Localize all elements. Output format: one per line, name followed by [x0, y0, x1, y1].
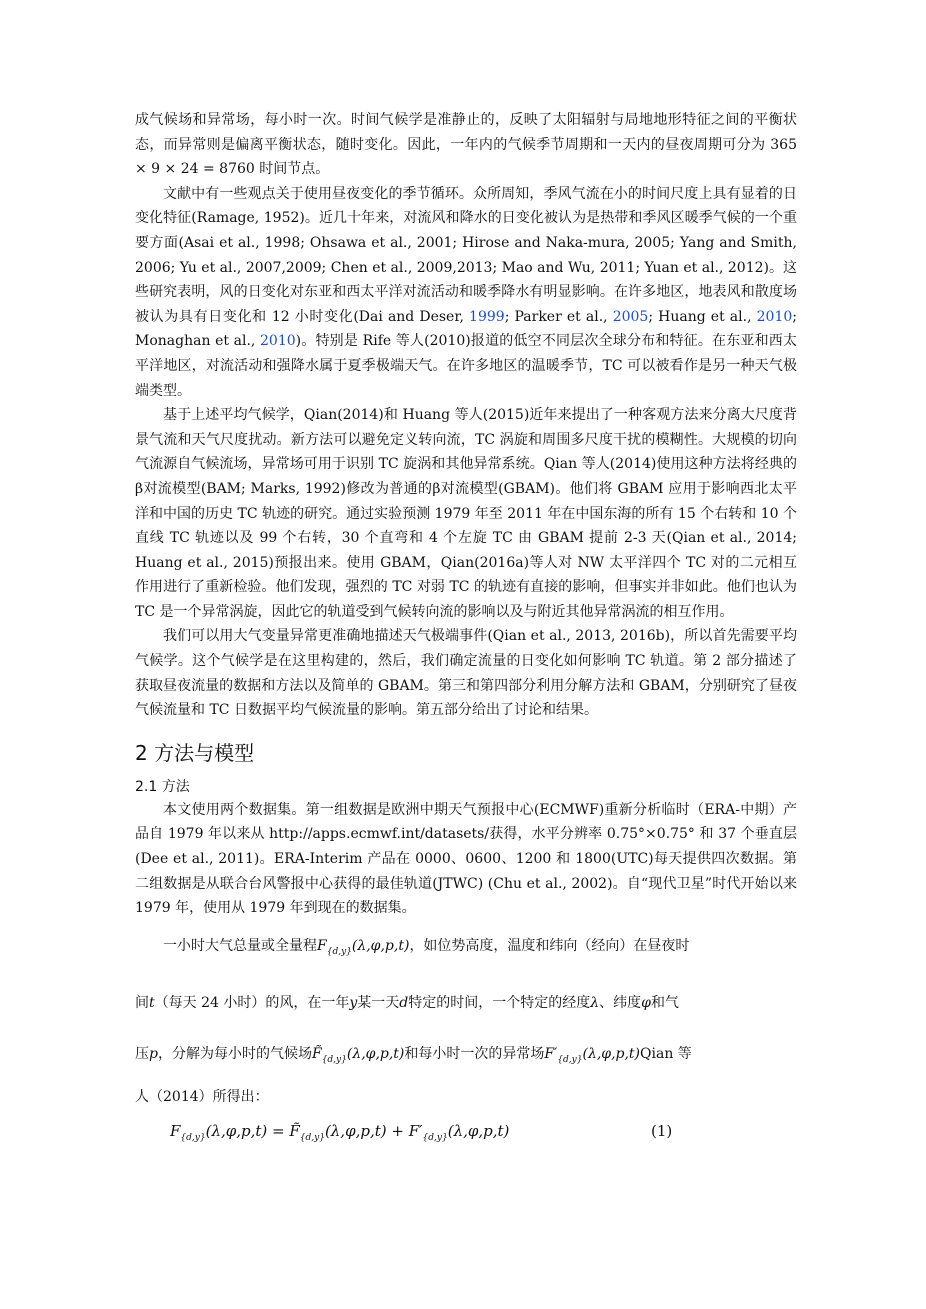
math-args: (λ,φ,p,t) [205, 1122, 268, 1140]
citation-link-2010b[interactable]: 2010 [260, 333, 296, 350]
text-run: 某一天 [357, 994, 400, 1011]
math-symbol: F [170, 1122, 181, 1140]
math-F-prime: $F'_{\{d,y\}}(\lambda,\varphi,p,t)$ [544, 1045, 641, 1065]
text-run: Qian 等 [640, 1045, 692, 1062]
paragraph-outline: 我们可以用大气变量异常更准确地描述天气极端事件(Qian et al., 2013, 2016b)，所以首先需要平均气候学。这个气候学是在这里构建的，然后，我们确定流量的日变化如何影响 TC 轨道。第 2 部分描述了获取昼夜流量的数据和方法以及简单的 GBAM。第三和第四部分利用分解方法和 GBAM，分别研究了昼夜气候流量和 TC 日数据平均气候流量的影响。第五部分给出了讨论和结果。 [135, 628, 797, 719]
text-run: 、纬度 [599, 994, 642, 1011]
equation-number: (1) [651, 1122, 673, 1140]
citation-link-1999[interactable]: 1999 [469, 308, 505, 325]
paragraph-datasets: 本文使用两个数据集。第一组数据是欧洲中期天气预报中心(ECMWF)重新分析临时（ERA-中期）产品自 1979 年以来从 http://apps.ecmwf.int/datasets/获得，水平分辨率 0.75°×0.75° 和 37 个垂直层(Dee et al., 2011)。ERA-Interim 产品在 0000、0600、1200 和 1800(UTC)每天提供四次数据。第二组数据是从联合台风警报中心获得的最佳轨道(JTWC) (Chu et al., 2002)。自“现代卫星”时代开始以来 1979 年，使用从 1979 年到现在的数据集。 [135, 801, 797, 917]
text-run: ; Parker et al., [504, 308, 613, 325]
math-args: (λ,φ,p,t) [351, 937, 410, 954]
text-run: 特定的时间，一个特定的经度 [408, 994, 591, 1011]
citation-link-2005[interactable]: 2005 [612, 308, 649, 325]
paper-page [135, 108, 797, 1152]
math-symbol: φ [641, 994, 651, 1011]
math-subscript: {d,y} [422, 1133, 448, 1143]
equation-body: $F_{\{d,y\}}(\lambda,\varphi,p,t)$ = $F̃_{\{d,y\}}(\lambda,\varphi,p,t) + F'_{\{d,y\}}(\lambda,\varphi,p,t)$ [170, 1122, 510, 1143]
citation-link-2010a[interactable]: 2010 [756, 308, 793, 325]
section-heading: 2 方法与模型 [135, 740, 255, 765]
text-run: 一小时大气总量或全量程 [163, 937, 317, 954]
math-subscript: {d,y} [321, 1054, 347, 1065]
paragraph-literature [135, 182, 797, 403]
math-operator: + [386, 1122, 409, 1140]
math-args: (λ,φ,p,t) [346, 1045, 405, 1062]
math-F [317, 937, 410, 957]
math-symbol: d [399, 994, 409, 1011]
math-subscript: {d,y} [299, 1133, 325, 1143]
math-line-3 [135, 1029, 797, 1086]
paragraph-continuation: 成气候场和异常场，每小时一次。时间气候学是准静止的，反映了太阳辐射与局地地形特征之间的平衡状态，而异常则是偏离平衡状态，随时变化。因此，一年内的气候季节周期和一天内的昼夜周期可分为 365 × 9 × 24 = 8760 时间节点。 [135, 112, 797, 178]
text-run: 间 [135, 994, 149, 1011]
text-run: )。特别是 Rife 等人(2010)报道的低空不同层次全球分布和特征。在东亚和西太平洋地区，对流活动和强降水属于夏季极端天气。在许多地区的温暖季节，TC 可以被看作是另一种天气极端类型。 [135, 333, 797, 399]
math-subscript: {d,y} [557, 1054, 583, 1065]
math-symbol: λ [590, 994, 600, 1011]
math-symbol: F [317, 937, 327, 954]
text-run: ; Monaghan et al., [135, 308, 797, 350]
text-run: ，分解为每小时的气候场 [157, 1045, 312, 1062]
text-run: ; Huang et al., [648, 308, 757, 325]
subsection-heading: 2.1 方法 [135, 778, 190, 795]
math-args: (λ,φ,p,t) [324, 1122, 387, 1140]
math-operator: = [267, 1122, 290, 1140]
math-subscript: {d,y} [180, 1133, 206, 1143]
math-F-tilde: $F̃_{\{d,y\}}(\lambda,\varphi,p,t)$ [311, 1045, 405, 1065]
math-symbol: t [149, 994, 155, 1011]
paragraph-lead-in: 人（2014）所得出： [135, 1089, 269, 1106]
math-line-1 [135, 921, 797, 978]
text-run: 和气 [650, 994, 679, 1011]
text-run: （每天 24 小时）的风，在一年 [154, 994, 350, 1011]
text-run: 文献中有一些观点关于使用昼夜变化的季节循环。众所周知，季风气流在小的时间尺度上具有显着的日变化特征(Ramage, 1952)。近几十年来，对流风和降水的日变化被认为是热带和季风区暖季气候的一个重要方面(Asai et al., 1998; Ohsawa et al., 2001; Hirose and Naka-mura, 2005; Yang and Smith, 2006; Yu et al., 2007,2009; Chen et al., 2009,2013; Mao and Wu, 2011; Yuan et al., 2012)。这些研究表明，风的日变化对东亚和西太平洋对流活动和暖季降水有明显影响。在许多地区，地表风和散度场被认为具有日变化和 12 小时变化(Dai and Deser, [135, 185, 797, 325]
math-line-2 [135, 978, 797, 1029]
math-symbol: p [149, 1045, 158, 1062]
paragraph-method-background: 基于上述平均气候学，Qian(2014)和 Huang 等人(2015)近年来提出了一种客观方法来分离大尺度背景气流和天气尺度扰动。新方法可以避免定义转向流，TC 涡旋和周围多尺度干扰的模糊性。大规模的切向气流源自气候流场，异常场可用于识别 TC 旋涡和其他异常系统。Qian 等人(2014)使用这种方法将经典的β对流模型(BAM; Marks, 1992)修改为普通的β对流模型(GBAM)。他们将 GBAM 应用于影响西北太平洋和中国的历史 TC 轨迹的研究。通过实验预测 1979 年至 2011 年在中国东海的所有 15 个右转和 10 个直线 TC 轨迹以及 99 个右转，30 个直弯和 4 个左旋 TC 由 GBAM 提前 2-3 天(Qian et al., 2014; Huang et al., 2015)预报出来。使用 GBAM，Qian(2016a)等人对 NW 太平洋四个 TC 对的二元相互作用进行了重新检验。他们发现，强烈的 TC 对弱 TC 的轨迹有直接的影响，但事实并非如此。他们也认为 TC 是一个异常涡旋，因此它的轨道受到气候转向流的影响以及与附近其他异常涡流的相互作用。 [135, 407, 797, 620]
math-subscript: {d,y} [326, 946, 352, 957]
text-run: 和每小时一次的异常场 [404, 1045, 545, 1062]
text-run: ，如位势高度，温度和纬向（经向）在昼夜时 [409, 937, 690, 954]
math-args: (λ,φ,p,t) [447, 1122, 510, 1140]
equation-1 [135, 1116, 797, 1152]
text-run: 压 [135, 1045, 149, 1062]
math-symbol: y [349, 994, 358, 1011]
math-args: (λ,φ,p,t) [582, 1045, 641, 1062]
